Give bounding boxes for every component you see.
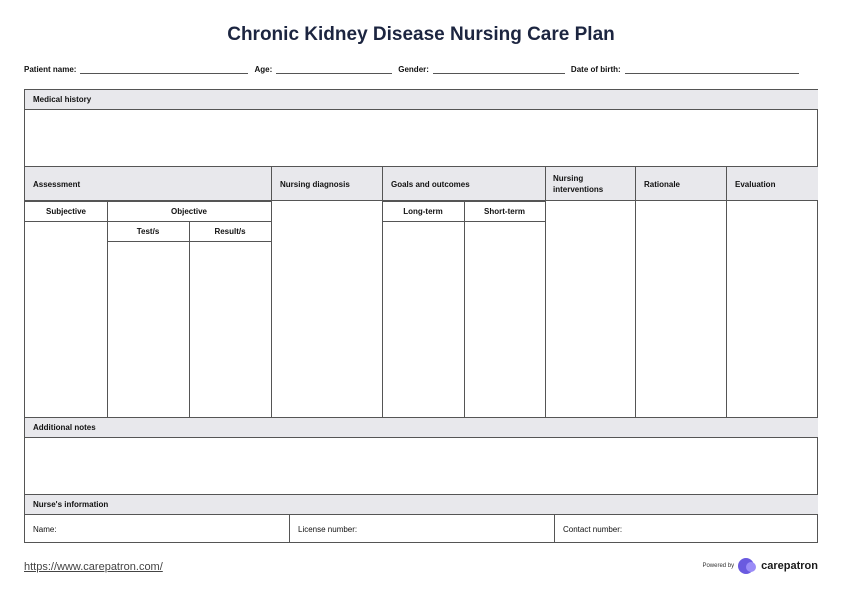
subjective-field[interactable] <box>25 221 107 418</box>
contact-number-label: Contact number: <box>563 524 623 534</box>
medical-history-field[interactable] <box>25 110 818 166</box>
objective-header: Objective <box>170 206 207 216</box>
short-term-header: Short-term <box>484 206 525 216</box>
assessment-header: Assessment <box>33 179 81 189</box>
rationale-header: Rationale <box>644 179 681 189</box>
medical-history-section <box>24 89 818 167</box>
medical-history-label: Medical history <box>33 95 92 104</box>
carepatron-logo-icon <box>738 558 758 574</box>
long-term-field[interactable] <box>383 221 464 418</box>
nursing-interventions-field[interactable] <box>546 201 635 418</box>
powered-by-label: Powered by <box>702 563 735 569</box>
additional-notes-section <box>24 417 818 495</box>
nurse-info-header <box>25 495 818 515</box>
additional-notes-header <box>25 418 818 438</box>
gender-label: Gender: <box>398 65 429 74</box>
age-field[interactable] <box>276 64 392 74</box>
nurse-name-field[interactable] <box>25 515 289 543</box>
rationale-field[interactable] <box>636 201 726 418</box>
nursing-diagnosis-field[interactable] <box>272 201 382 418</box>
tests-header: Test/s <box>136 226 160 236</box>
brand-name: carepatron <box>761 560 818 572</box>
nursing-interventions-header: Nursing interventions <box>553 174 604 194</box>
dob-field[interactable] <box>625 64 799 74</box>
results-field[interactable] <box>189 241 271 418</box>
nurse-info-label: Nurse's information <box>33 500 109 509</box>
tests-field[interactable] <box>107 241 189 418</box>
results-header: Result/s <box>214 226 246 236</box>
patient-info-row <box>24 62 818 74</box>
nurse-name-label: Name: <box>33 524 57 534</box>
carepatron-link[interactable]: https://www.carepatron.com/ <box>24 561 163 573</box>
page-title: Chronic Kidney Disease Nursing Care Plan <box>227 24 615 45</box>
patient-name-label: Patient name: <box>24 65 77 74</box>
patient-name-field[interactable] <box>80 64 248 74</box>
age-label: Age: <box>254 65 273 74</box>
care-plan-table <box>24 166 818 418</box>
powered-by-brand <box>702 558 818 574</box>
contact-number-field[interactable] <box>555 515 818 543</box>
evaluation-field[interactable] <box>727 201 818 418</box>
nursing-diagnosis-header: Nursing diagnosis <box>280 179 350 189</box>
evaluation-header: Evaluation <box>735 179 776 189</box>
medical-history-header <box>25 90 818 110</box>
dob-label: Date of birth: <box>570 65 621 74</box>
subjective-header: Subjective <box>45 206 86 216</box>
short-term-field[interactable] <box>465 221 545 418</box>
nurse-info-section <box>24 494 818 543</box>
long-term-header: Long-term <box>403 206 443 216</box>
license-number-label: License number: <box>298 524 358 534</box>
additional-notes-label: Additional notes <box>33 423 96 432</box>
goals-outcomes-header: Goals and outcomes <box>391 179 470 189</box>
additional-notes-field[interactable] <box>25 438 818 495</box>
license-number-field[interactable] <box>290 515 554 543</box>
gender-field[interactable] <box>433 64 565 74</box>
